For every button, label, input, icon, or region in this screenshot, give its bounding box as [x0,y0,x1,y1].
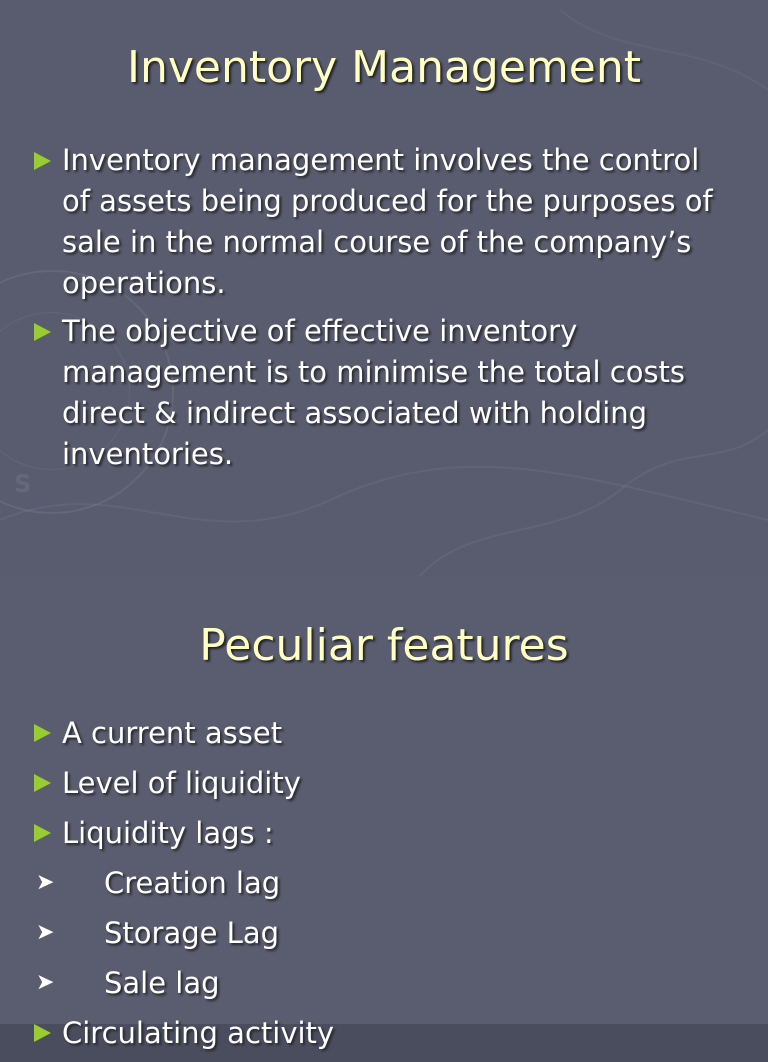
list-item [34,311,734,475]
bullet-text: The objective of effective inventory management is to minimise the total costs direct & indirect associated with holding inventories. [62,314,686,471]
slide-peculiar-features [0,576,768,1050]
bullet-text: Liquidity lags : [62,816,274,850]
list-item [34,762,734,804]
sub-bullet-text: Storage Lag [104,916,280,950]
list-item [34,140,734,304]
triangle-right-icon [34,152,51,170]
triangle-right-icon [34,1024,51,1042]
triangle-right-icon [34,774,51,792]
chevron-right-icon: ➤ [36,970,55,995]
bullet-text: A current asset [62,716,283,750]
triangle-right-icon [34,323,51,341]
list-item [34,1012,734,1054]
sub-bullet-text: Sale lag [104,966,220,1000]
slide-title: Peculiar features [199,620,569,671]
bullet-text: Inventory management involves the control of assets being produced for the purposes of sale in the normal course of the company’s operations. [62,143,713,300]
chevron-right-icon: ➤ [36,920,55,945]
sub-list-item [34,862,734,904]
slide-title: Inventory Management [127,42,641,93]
chevron-right-icon: ➤ [36,870,55,895]
triangle-right-icon [34,724,51,742]
compass-s-icon: S [14,470,32,498]
triangle-right-icon [34,824,51,842]
sub-bullet-text: Creation lag [104,866,281,900]
bullet-text: Circulating activity [62,1016,335,1050]
list-item [34,712,734,754]
sub-list-item [34,962,734,1004]
bullet-text: Level of liquidity [62,766,301,800]
bullet-list [34,140,734,482]
bullet-list [34,712,734,1062]
list-item [34,812,734,854]
sub-list-item [34,912,734,954]
